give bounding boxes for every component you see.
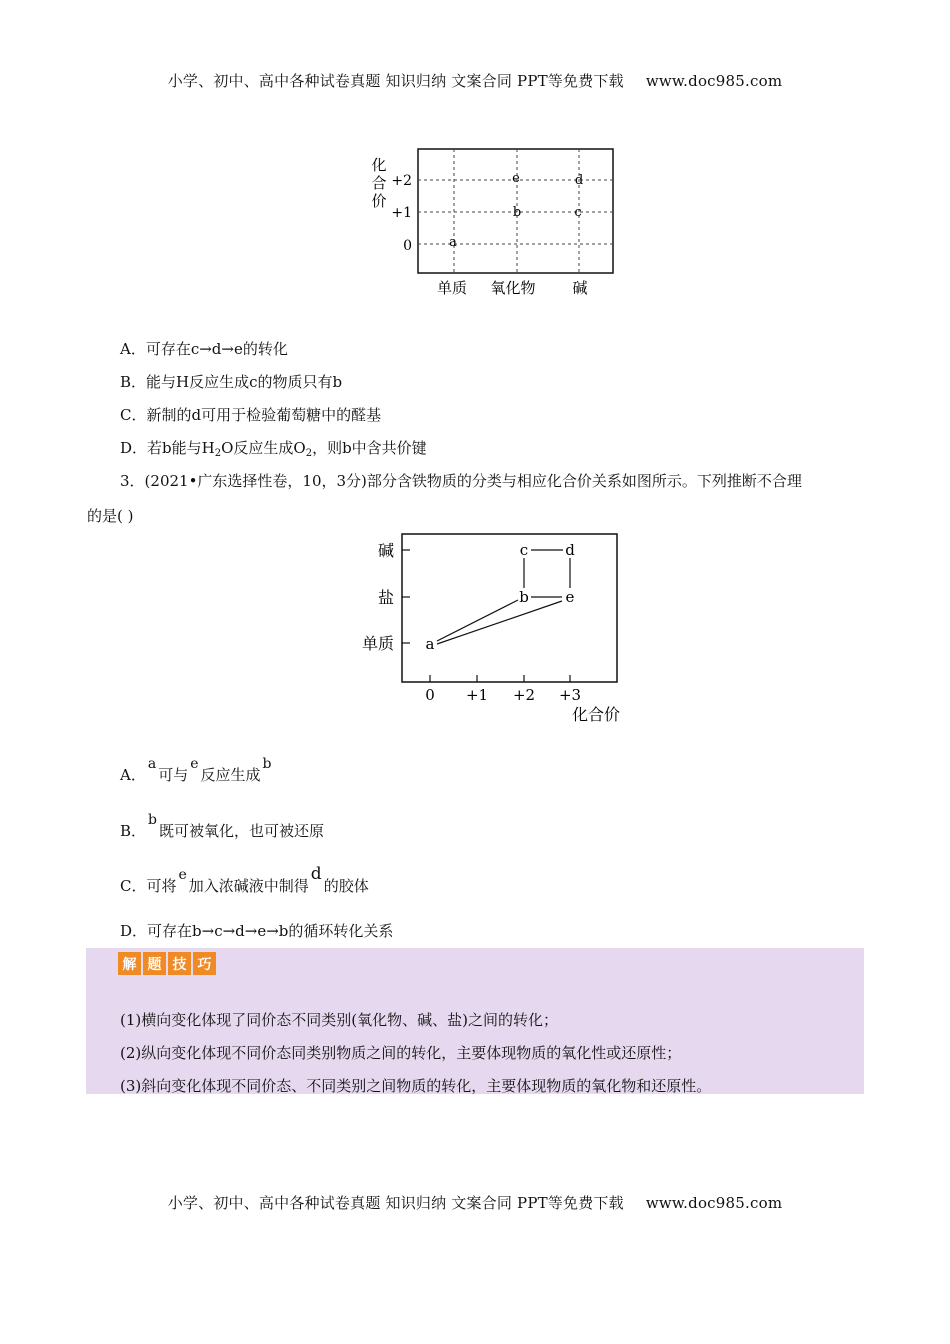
c2-point-d: d [565,541,575,559]
q2-option-c: C．新制的d可用于检验葡萄糖中的醛基 [120,406,382,424]
c1-point-e: e [512,171,520,186]
c1-xtick-base: 碱 [572,279,588,297]
c1-point-a: a [449,235,457,250]
c1-xtick-oxide: 氧化物 [490,279,536,297]
c1-xtick-elem: 单质 [436,279,468,297]
q3-stem-line2: 的是( ) [87,507,134,525]
footer-text: 小学、初中、高中各种试卷真题 知识归纳 文案合同 PPT等免费下载 [167,1194,624,1212]
c2-xlabel: 化合价 [571,705,621,724]
tips-badge-4: 巧 [193,952,216,975]
tips-badge-3: 技 [168,952,191,975]
q3-option-c: C．可将e加入浓碱液中制得d的胶体 [120,864,369,895]
tips-badge-1: 解 [118,952,141,975]
tips-badge-2: 题 [143,952,166,975]
c1-ylabel-3: 价 [371,192,387,210]
c2-point-a: a [425,635,435,653]
q3-option-a: A．a可与e反应生成b [120,756,272,784]
page-header [0,70,950,91]
c2-ycat-elem: 单质 [361,634,395,653]
q3-stem-line1: 3．(2021•广东选择性卷，10，3分)部分含铁物质的分类与相应化合价关系如图所示。下列推断不合理 [120,472,802,490]
q2-option-b: B．能与H反应生成c的物质只有b [120,373,343,391]
c1-ylabel-2: 合 [371,174,387,192]
q3-option-b: B．b既可被氧化，也可被还原 [120,812,325,840]
tip-line-1: (1)横向变化体现了同价态不同类别(氧化物、碱、盐)之间的转化； [120,1011,558,1029]
c2-ycat-salt: 盐 [377,588,395,607]
tip-line-2: (2)纵向变化体现不同价态同类别物质之间的转化，主要体现物质的氧化性或还原性； [120,1044,682,1062]
c1-ylabel-1: 化 [371,156,387,174]
c2-ycat-base: 碱 [377,541,395,560]
q2-option-d: D．若b能与$H_2O$反应生成$O_2$，则b中含共价键 [120,439,427,459]
c2-point-b: b [519,588,529,606]
c2-xtick-plus1: +1 [465,686,489,704]
c2-xtick-plus3: +3 [558,686,582,704]
c1-ytick-0: 0 [403,238,412,254]
c1-point-c: c [574,205,582,220]
c1-ytick-plus1: +1 [391,205,412,221]
c2-point-e: e [565,588,575,606]
c1-point-d: d [574,173,584,188]
footer-url[interactable]: www.doc985.com [645,1194,783,1212]
c2-xtick-0: 0 [425,686,435,704]
header-url[interactable]: www.doc985.com [645,72,783,90]
valence-chart-2 [350,530,630,730]
c2-point-c: c [519,541,529,559]
page-footer [0,1192,950,1213]
tips-badges [118,952,216,975]
c1-ytick-plus2: +2 [391,173,412,189]
c2-xtick-plus2: +2 [512,686,536,704]
q3-option-d: D．可存在b→c→d→e→b的循环转化关系 [120,922,394,940]
q2-option-a: A．可存在c→d→e的转化 [120,340,288,358]
tip-line-3: (3)斜向变化体现不同价态、不同类别之间物质的转化，主要体现物质的氧化物和还原性。 [120,1077,712,1095]
valence-chart-1 [360,140,630,310]
c1-point-b: b [512,205,522,220]
header-text: 小学、初中、高中各种试卷真题 知识归纳 文案合同 PPT等免费下载 [167,72,624,90]
